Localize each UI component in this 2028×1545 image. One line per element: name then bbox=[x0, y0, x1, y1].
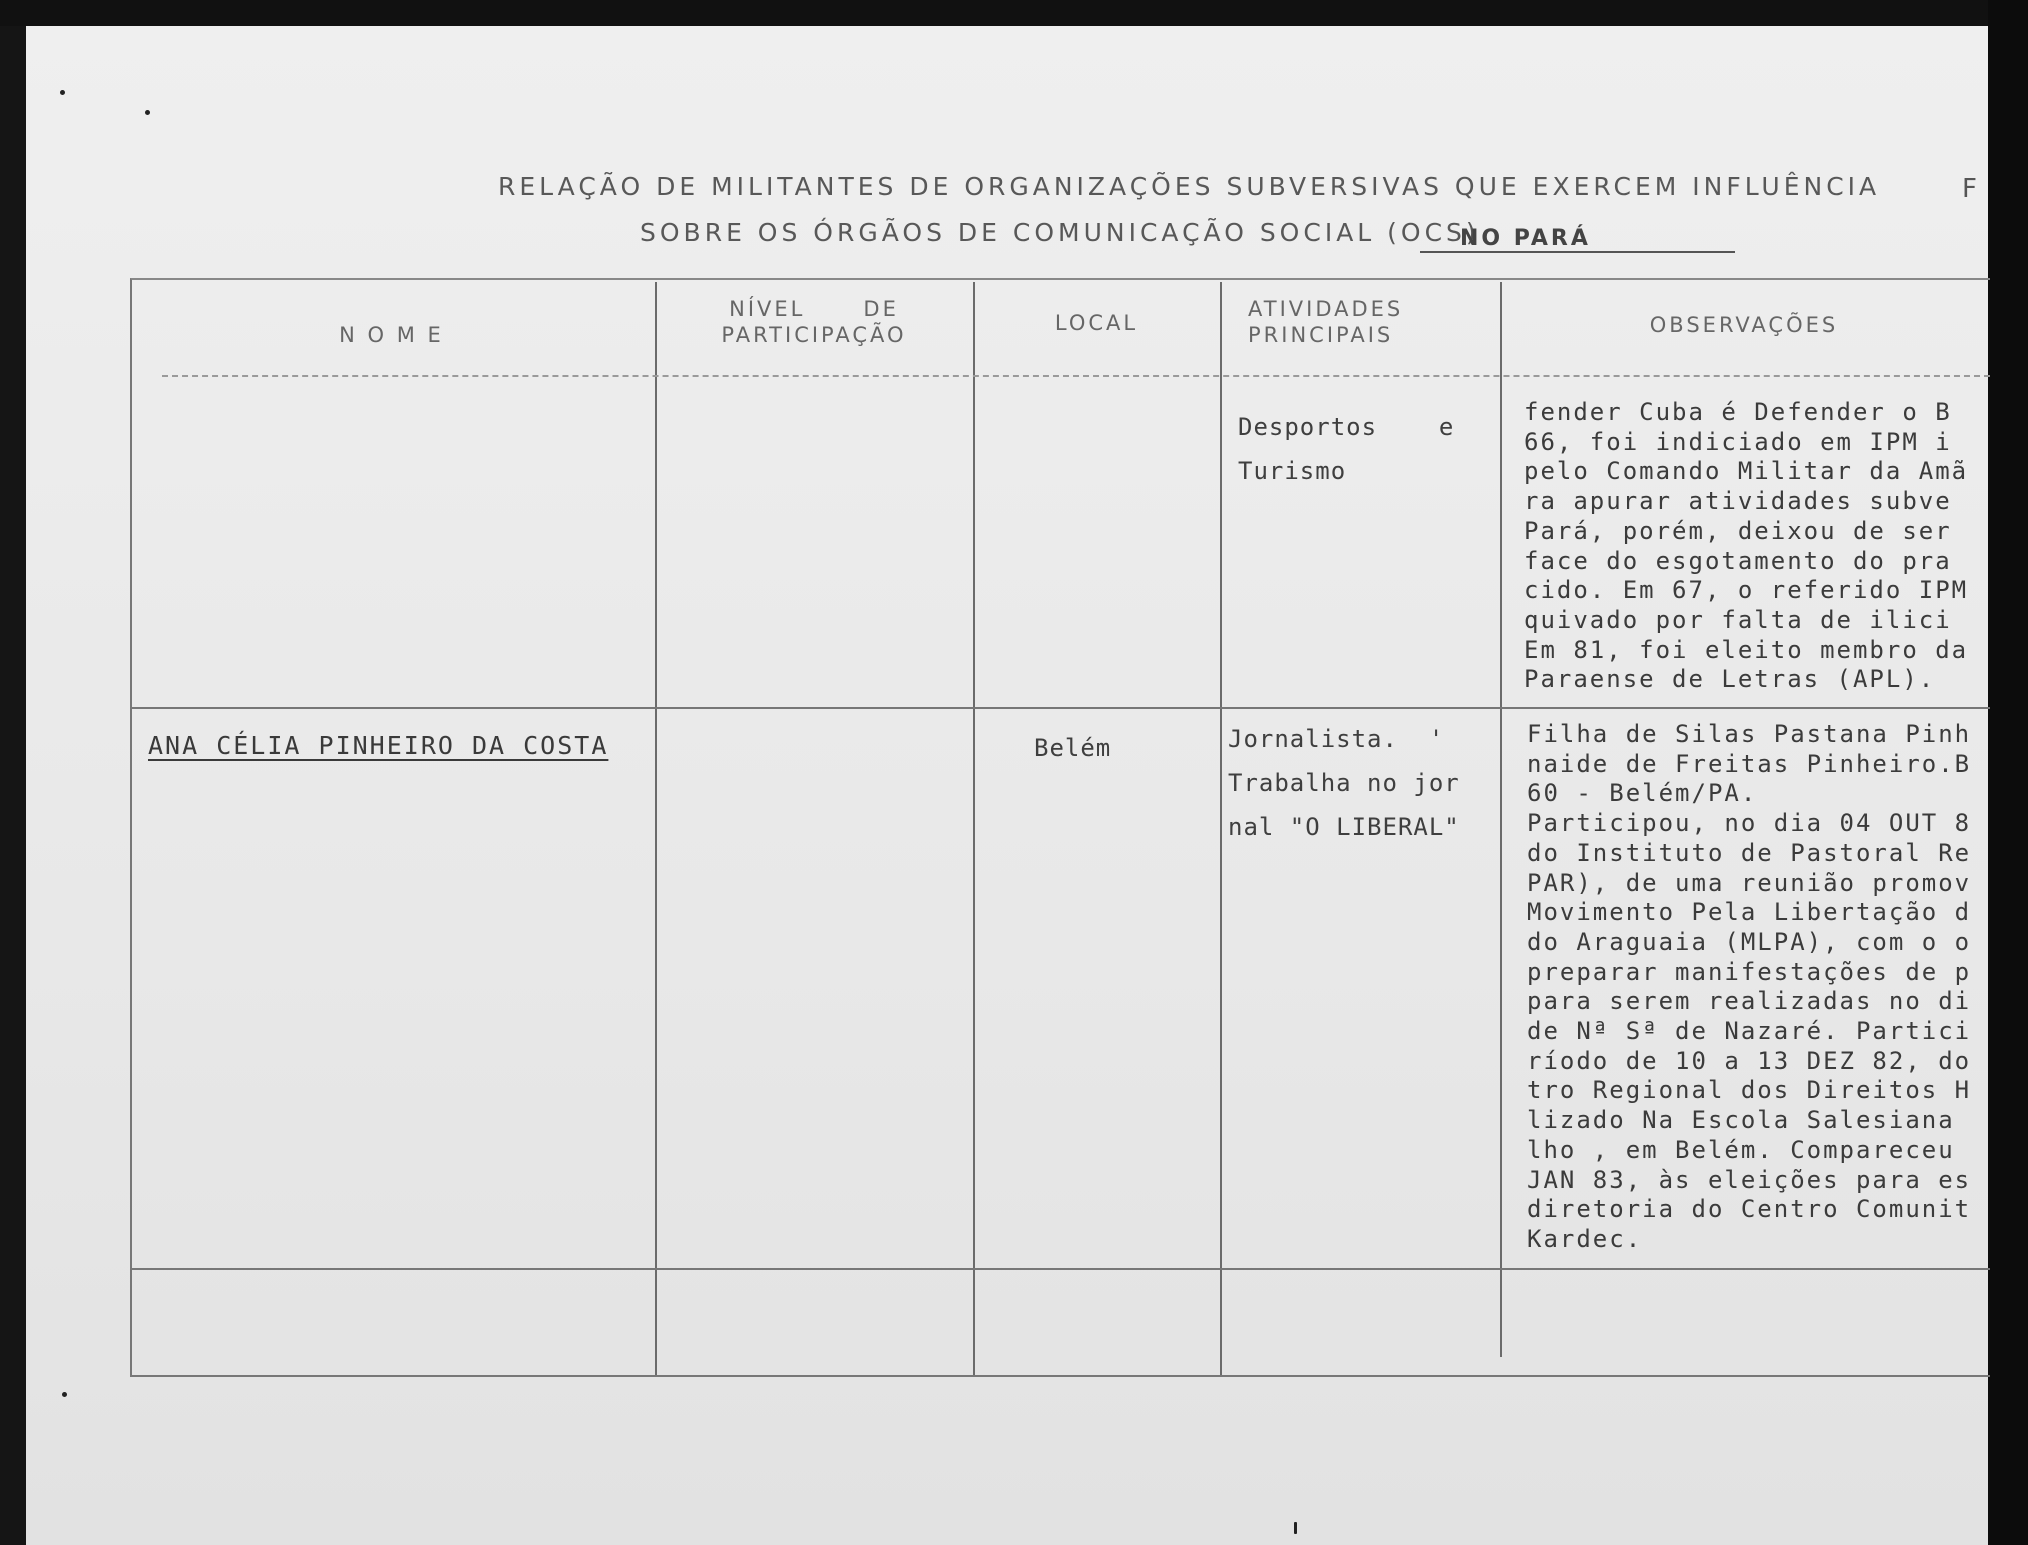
row1-atividades: Desportos e Turismo bbox=[1238, 413, 1455, 485]
column-header-observacoes: OBSERVAÇÕES bbox=[1649, 313, 1839, 337]
column-header-nivel: NÍVEL DE PARTICIPAÇÃO bbox=[721, 297, 907, 347]
column-divider bbox=[973, 282, 975, 1375]
column-divider bbox=[655, 282, 657, 1375]
scan-top-border bbox=[0, 0, 2028, 26]
column-divider bbox=[1500, 282, 1502, 1357]
document-title-line2: SOBRE OS ÓRGÃOS DE COMUNICAÇÃO SOCIAL (OCS) bbox=[640, 218, 1480, 247]
document-title-line1: RELAÇÃO DE MILITANTES DE ORGANIZAÇÕES SUBVERSIVAS QUE EXERCEM INFLUÊNCIA bbox=[498, 172, 1881, 201]
scan-speck bbox=[145, 110, 150, 115]
scan-speck bbox=[62, 1392, 67, 1397]
column-divider bbox=[1220, 282, 1222, 1375]
header-divider bbox=[162, 375, 1990, 377]
row-divider bbox=[132, 707, 1990, 709]
scan-right-border bbox=[1988, 0, 2028, 1545]
row2-nome: ANA CÉLIA PINHEIRO DA COSTA bbox=[148, 731, 609, 760]
scan-speck bbox=[60, 90, 65, 95]
column-header-local: LOCAL bbox=[1054, 311, 1139, 335]
row2-atividades: Jornalista. ' Trabalha no jor nal "O LIBERAL" bbox=[1228, 725, 1460, 841]
scan-speck bbox=[1294, 1522, 1297, 1534]
row2-observacoes: Filha de Silas Pastana Pinh naide de Freitas Pinheiro.B 60 - Belém/PA. Participou, no dia 04 OUT 8 do Instituto de Pastoral Re PAR), de uma reunião promov Movimento Pela Libertação d do Araguaia (MLPA), com o o preparar manifestações de p para serem realizadas no di de Nª Sª de Nazaré. Partici ríodo de 10 a 13 DEZ 82, do tro Regional dos Direitos H lizado Na Escola Salesiana lho , em Belém. Compareceu JAN 83, às eleições para es diretoria do Centro Comunit Kardec. bbox=[1527, 720, 1972, 1253]
row1-observacoes: fender Cuba é Defender o B 66, foi indiciado em IPM i pelo Comando Militar da Amã ra apurar atividades subve Pará, porém, deixou de ser face do esgotamento do pra cido. Em 67, o referido IPM quivado por falta de ilici Em 81, foi eleito membro da Paraense de Letras (APL). bbox=[1524, 398, 1969, 694]
column-header-nome: N O M E bbox=[339, 323, 444, 347]
column-header-atividades: ATIVIDADES PRINCIPAIS bbox=[1248, 297, 1404, 347]
region-label: NO PARÁ bbox=[1420, 226, 1735, 253]
clipped-header-text: F bbox=[1962, 174, 1977, 204]
row2-local: Belém bbox=[1034, 734, 1112, 762]
row-divider bbox=[132, 1268, 1990, 1270]
